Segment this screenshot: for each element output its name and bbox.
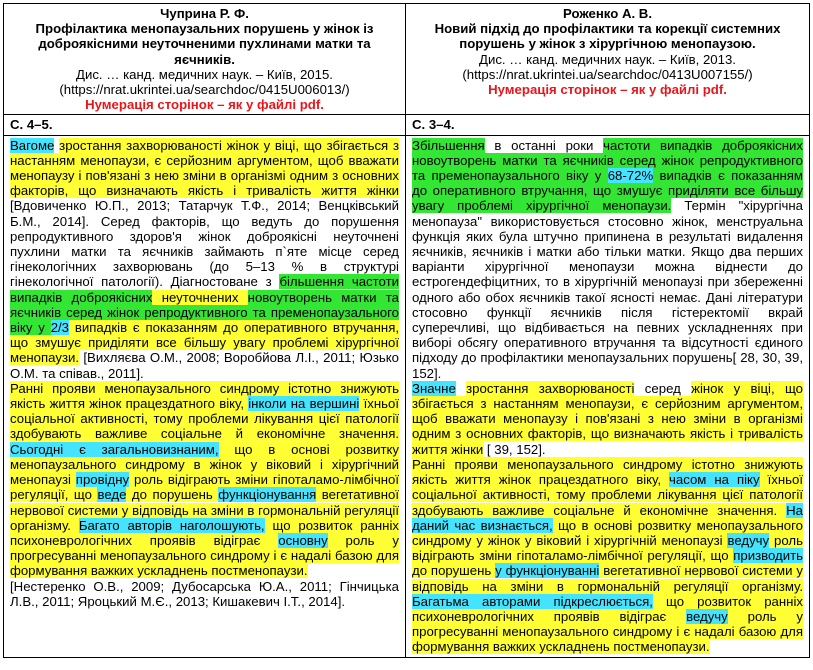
highlighted-text-segment: Значне	[412, 380, 456, 396]
highlighted-text-segment: інколи на вершині	[248, 396, 360, 412]
highlighted-text-segment: провідну	[75, 472, 130, 488]
highlighted-text-segment: у функціонуванні	[495, 563, 600, 579]
highlighted-text-segment: зростання захворюваності	[466, 380, 635, 396]
left-pages: С. 4–5.	[4, 115, 406, 135]
highlighted-text-segment: Ранні прояви менопаузального синдрому істотно знижують якість життя жінок працездатного віку,	[10, 380, 399, 412]
highlighted-text-segment: 68-72%	[607, 168, 654, 184]
right-page-note: Нумерація сторінок – як у файлі pdf.	[488, 82, 727, 98]
highlighted-text-segment: зростання захворюваності жінок у віці, що збігається з настанням менопаузи, є серйозним аргументом, щоб вважати менопаузу і пов'язані з нею зміни в організмі одним з основних факторів, що визначають якість і тривалість життя жінки	[10, 137, 399, 199]
highlighted-text-segment: що в основі розвитку менопаузального синдрому в жінок у віковий і хірургічний менопаузі	[10, 441, 400, 488]
text-segment: Термін "хірургічна менопауза" використовується стосовно жінок, менструальна функція яких була штучно припинена в результаті видалення яєчників, яєчників і матки або тільки матки. Якщо два перших варіанти хірургічної менопаузи можна віднести до естрогендефіцитних, то в хірургічній менопаузі при збереженні одного або обох яєчників такої ясності немає. Дані літератури стосовно функції яєчників після гістеректомії вкрай суперечливі, що відбивається на певних ускладненнях при виборі обсягу оперативного втручання та відсутності єдиного підходу до профілактики менопаузальних порушень[ 28, 30, 39, 152].	[412, 198, 803, 381]
comparison-table	[3, 3, 810, 658]
text-segment: серед	[634, 380, 692, 396]
left-title: Профілактика менопаузальних порушень у жінок із доброякісними неуточненими пухлинами матки та яєчників.	[35, 21, 374, 67]
right-pages: С. 3–4.	[406, 115, 810, 135]
highlighted-text-segment: призводить	[733, 548, 803, 564]
left-page-note: Нумерація сторінок – як у файлі pdf.	[85, 97, 324, 113]
highlighted-text-segment: неуточнених	[152, 289, 248, 305]
highlighted-text-segment: Вагоме	[10, 137, 55, 153]
highlighted-text-segment: більшення частоти випадків доброякісних	[10, 274, 399, 305]
highlighted-text-segment: новоутворень матки та яєчників серед жінок репродуктивного та пременопаузального віку у	[10, 289, 399, 336]
highlighted-text-segment: випадків є показанням до оперативного втручання, що змушує приділяти все більшу увагу проблемі хірургічної менопаузи.	[10, 320, 400, 366]
highlighted-text-segment: їхньої соціальної активності, тому проблеми лікування цієї патології здобувають важливе соціальне й економічне значення.	[10, 396, 399, 442]
text-segment	[456, 381, 466, 396]
highlighted-text-segment: їхньої соціальної активності, тому проблеми лікування цієї патології здобувають важливе соціальне й економічне значення.	[412, 472, 803, 518]
highlighted-text-segment: вегетативної нервової системи у відповідь на зміни в гормональній регуляції організму.	[412, 563, 803, 594]
right-title: Новий підхід до профілактики та корекції системних порушень у жінок з хірургічною менопаузою.	[434, 21, 781, 52]
highlighted-text-segment: 2/3	[50, 320, 70, 336]
pages-row	[4, 115, 810, 135]
highlighted-text-segment: Багато авторів наголошують,	[78, 517, 265, 533]
highlighted-text-segment: що розвиток ранніх психоневрологічних проявів відіграє	[412, 593, 803, 624]
text-segment: [Вихляєва О.М., 2008; Воробйова Л.І., 2011; Юзько О.М. та співав., 2011].	[10, 350, 399, 381]
highlighted-text-segment: роль відіграють зміни гіпоталамо-лімбічної регуляції, що	[10, 472, 399, 503]
highlighted-text-segment: функціонування	[218, 487, 317, 503]
highlighted-text-segment: що розвиток ранніх психоневрологічних проявів відіграє	[10, 517, 399, 548]
text-segment: [Вдовиченко Ю.П., 2013; Татарчук Т.Ф., 2014; Венцківський Б.М., 2014]. Серед факторів, що ведуть до порушення репродуктивного здоров'я жінок доброякісні неуточнені пухлини матки та яєчників займають п`яте місце серед гінекологічних захворювань (до 5–13 % в структурі гінекологічної патології). Діагностоване з	[10, 198, 399, 290]
highlighted-text-segment: Багатьма авторами підкреслюється,	[412, 593, 653, 609]
left-link[interactable]: (https://nrat.ukrintei.ua/searchdoc/0415U006013/)	[59, 82, 350, 98]
highlighted-text-segment: На даний час визнається,	[412, 502, 803, 533]
right-text	[406, 135, 810, 657]
highlighted-text-segment: Сьогодні є загальновизнаним,	[10, 441, 219, 457]
text-row	[4, 135, 810, 657]
highlighted-text-segment: ведучу	[686, 608, 728, 624]
highlighted-text-segment: веде	[97, 487, 127, 503]
highlighted-text-segment: Ранні прояви менопаузального синдрому істотно знижують якість життя жінок працездатного віку,	[412, 456, 803, 488]
highlighted-text-segment: роль у прогресуванні менопаузального синдрому і є надалі базою для формування важких ускладнень постменопаузи.	[10, 532, 399, 579]
highlighted-text-segment: Збільшення	[412, 137, 485, 153]
left-header	[4, 4, 406, 115]
left-dissertation: Дис. … канд. медичних наук. – Київ, 2015.	[76, 66, 333, 82]
left-text	[4, 135, 406, 657]
text-segment: в останні роки	[484, 137, 604, 153]
left-author: Чуприна Р. Ф.	[160, 6, 249, 21]
highlighted-text-segment: вегетативної нервової системи у відповідь на зміни в гормональній регуляції організму.	[10, 487, 399, 533]
right-header	[406, 4, 810, 115]
right-link[interactable]: (https://nrat.ukrintei.ua/searchdoc/0413U007155/)	[462, 66, 753, 82]
highlighted-text-segment: основну	[278, 532, 328, 548]
highlighted-text-segment: ведучу	[727, 532, 770, 548]
right-dissertation: Дис. … канд. медичних наук. – Київ, 2013.	[479, 51, 736, 67]
right-author: Роженко А. В.	[562, 6, 652, 21]
highlighted-text-segment: випадків є показанням до оперативного втручання, що змушує приділяти все більшу увагу проблемі хірургічної менопаузи.	[412, 168, 803, 214]
text-segment: [ 39, 152].	[483, 441, 546, 457]
highlighted-text-segment: до порушень	[126, 487, 219, 503]
text-segment: [Нестеренко О.В., 2009; Дубосарська Ю.А., 2011; Гінчицька Л.В., 2011; Яроцький М.Є., 2013; Кишакевич І.Т., 2014].	[10, 578, 399, 609]
highlighted-text-segment: жінок у віці, що збігається з настанням менопаузи, є серйозним аргументом, щоб вважати менопаузу і пов'язані з нею зміни в організмі одним з основних факторів, що визначають якість і тривалість життя жінки	[412, 380, 803, 457]
highlighted-text-segment: часом на піку	[669, 472, 760, 488]
highlighted-text-segment: частоти випадків доброякісних новоутворень матки та яєчників серед жінок репродуктивного та пременопаузального віку у	[412, 137, 803, 184]
highlighted-text-segment: до порушень	[412, 563, 496, 579]
highlighted-text-segment: роль відіграють зміни гіпоталамо-лімбічної регуляції, що	[412, 532, 803, 564]
highlighted-text-segment: роль у прогресуванні менопаузального синдрому і є надалі базою для формування важких ускладнень постменопаузи.	[412, 608, 803, 655]
header-row	[4, 4, 810, 115]
highlighted-text-segment: що в основі розвитку менопаузального синдрому у жінок у віковий і хірургічній менопаузі	[412, 517, 803, 548]
